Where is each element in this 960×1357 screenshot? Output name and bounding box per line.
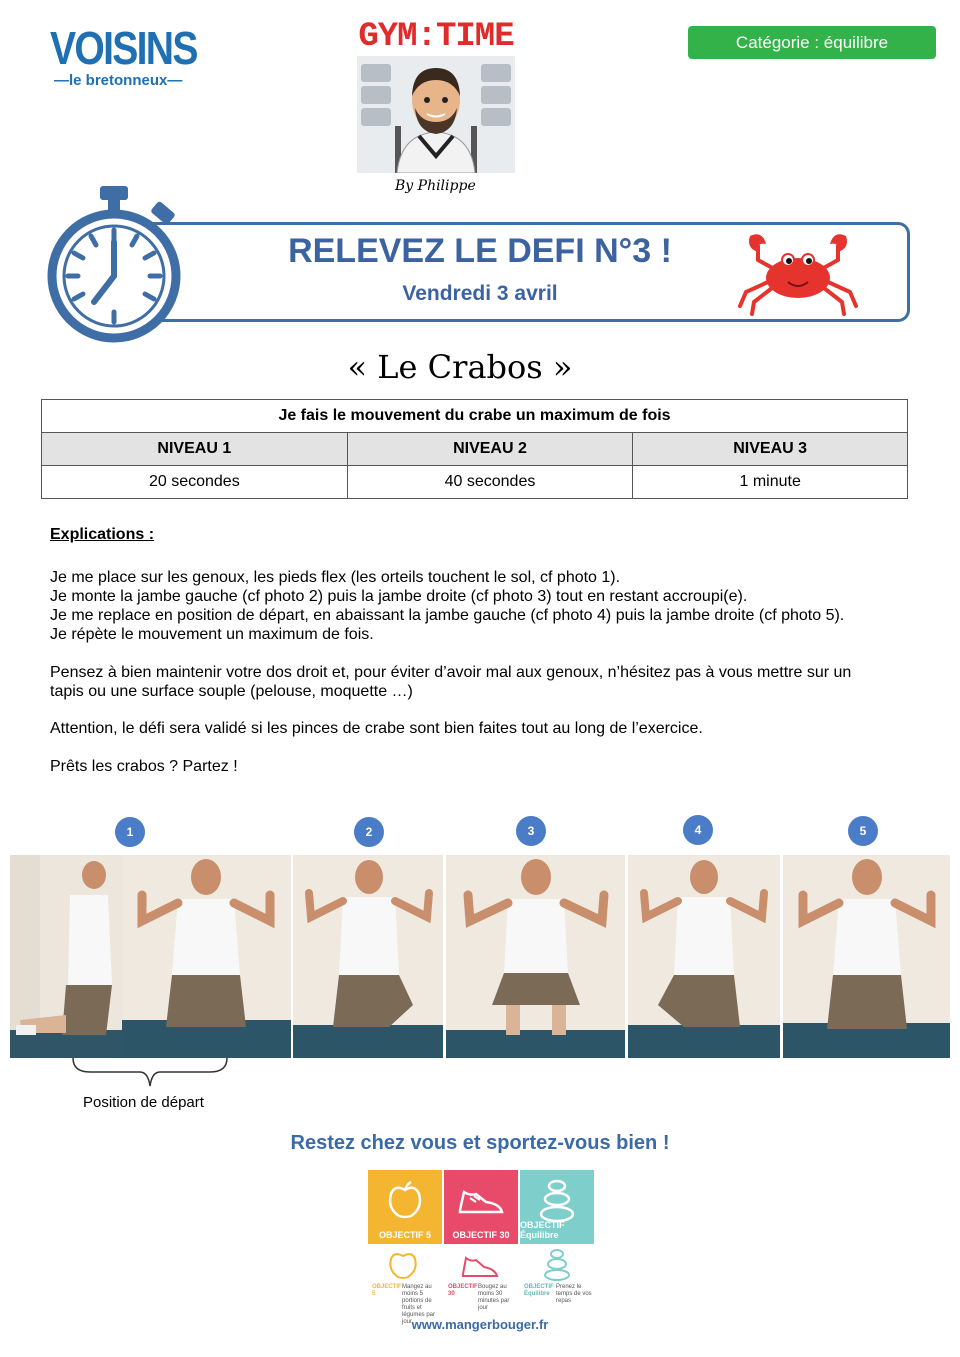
kneeling-end-photo-icon <box>783 855 950 1058</box>
objectif-30-mini <box>444 1248 518 1311</box>
advice-text: Pensez à bien maintenir votre dos droit et, pour éviter d’avoir mal aux genoux, n’hésitez pas à vous mettre sur un tapis ou une surface souple (pelouse, moquette …) <box>50 664 852 700</box>
step-badge-3: 3 <box>516 816 546 846</box>
objectif-5-mini <box>368 1248 442 1325</box>
brace-icon <box>70 1056 230 1090</box>
step-badge-4: 4 <box>683 815 713 845</box>
explanation-line-2: Je monte la jambe gauche (cf photo 2) puis la jambe droite (cf photo 3) tout en restant accroupi(e). <box>50 588 748 605</box>
gym-time-logo <box>357 18 515 173</box>
explanation-line-3: Je me replace en position de départ, en abaissant la jambe gauche (cf photo 4) puis la jambe droite (cf photo 5). <box>50 607 845 624</box>
website-link[interactable]: www.mangerbouger.fr <box>411 1317 549 1332</box>
photo-1-side-view <box>10 855 122 1058</box>
logo-main-text: VOISINS <box>50 22 197 74</box>
photo-3 <box>446 855 625 1058</box>
squat-photo-icon <box>446 855 625 1058</box>
objectif-5-label: OBJECTIF 5 <box>378 1230 431 1240</box>
photo-5 <box>783 855 950 1058</box>
crab-icon <box>738 230 858 316</box>
coach-avatar-icon <box>357 56 515 173</box>
stones-mini-icon <box>542 1248 572 1282</box>
objectif-5-mini-label: OBJECTIF 5 <box>372 1284 402 1297</box>
category-badge: Catégorie : équilibre <box>688 26 936 59</box>
left-leg-down-photo-icon <box>628 855 780 1058</box>
level-1-duration: 20 secondes <box>42 466 348 499</box>
apple-mini-icon <box>386 1248 420 1280</box>
step-badge-2: 2 <box>354 817 384 847</box>
photo-2 <box>293 855 443 1058</box>
gym-time-title: GYM:TIME <box>358 18 514 56</box>
level-2-duration: 40 secondes <box>347 466 633 499</box>
table-caption: Je fais le mouvement du crabe un maximum de fois <box>42 400 908 433</box>
photo-1-front-view <box>122 855 291 1058</box>
voisins-logo <box>50 22 197 94</box>
objectif-5-mini-text: Mangez au moins 5 portions de fruits et légumes par jour <box>402 1284 436 1325</box>
objectif-equilibre-mini-label: OBJECTIF Équilibre <box>524 1284 554 1297</box>
levels-table <box>41 399 908 499</box>
objectif-30-mini-label: OBJECTIF 30 <box>448 1284 478 1297</box>
apple-icon <box>385 1180 425 1220</box>
ready-text: Prêts les crabos ? Partez ! <box>50 758 238 775</box>
warning-text: Attention, le défi sera validé si les pinces de crabe sont bien faites tout au long de l’exercice. <box>50 720 703 737</box>
kneeling-front-photo-icon <box>122 855 291 1058</box>
objectif-equilibre-mini <box>520 1248 594 1306</box>
objectif-30-mini-text: Bougez au moins 30 minutes par jour <box>478 1284 510 1311</box>
objectif-5-tile <box>368 1170 442 1244</box>
exercise-name: « Le Crabos » <box>347 348 573 386</box>
objectif-equilibre-tile <box>520 1170 594 1244</box>
objectif-30-label: OBJECTIF 30 <box>452 1230 510 1240</box>
objectif-30-tile <box>444 1170 518 1244</box>
sneaker-icon <box>456 1182 506 1218</box>
level-1-header: NIVEAU 1 <box>42 433 348 466</box>
level-2-header: NIVEAU 2 <box>347 433 633 466</box>
sneaker-mini-icon <box>460 1252 500 1280</box>
explanation-line-4: Je répète le mouvement un maximum de fois. <box>50 626 374 643</box>
challenge-date: Vendredi 3 avril <box>402 282 558 305</box>
step-badge-5: 5 <box>848 816 878 846</box>
footer-slogan: Restez chez vous et sportez-vous bien ! <box>290 1132 670 1154</box>
explanations-title: Explications : <box>50 526 155 543</box>
step-badge-1: 1 <box>115 817 145 847</box>
level-3-header: NIVEAU 3 <box>633 433 908 466</box>
level-3-duration: 1 minute <box>633 466 908 499</box>
photo-4 <box>628 855 780 1058</box>
objectif-equilibre-mini-text: Prenez le temps de vos repas <box>556 1284 592 1304</box>
explanation-line-1: Je me place sur les genoux, les pieds flex (les orteils touchent le sol, cf photo 1). <box>50 569 621 586</box>
kneeling-side-photo-icon <box>10 855 122 1058</box>
left-leg-up-photo-icon <box>293 855 443 1058</box>
stopwatch-icon <box>44 184 184 344</box>
stacked-stones-icon <box>537 1178 577 1224</box>
challenge-title: RELEVEZ LE DEFI N°3 ! <box>288 232 672 270</box>
logo-sub-text: —le bretonneux— <box>54 72 183 89</box>
start-position-label: Position de départ <box>83 1094 204 1111</box>
byline: By Philippe <box>395 178 476 194</box>
objectif-equilibre-label: OBJECTIF Équilibre <box>520 1220 565 1240</box>
